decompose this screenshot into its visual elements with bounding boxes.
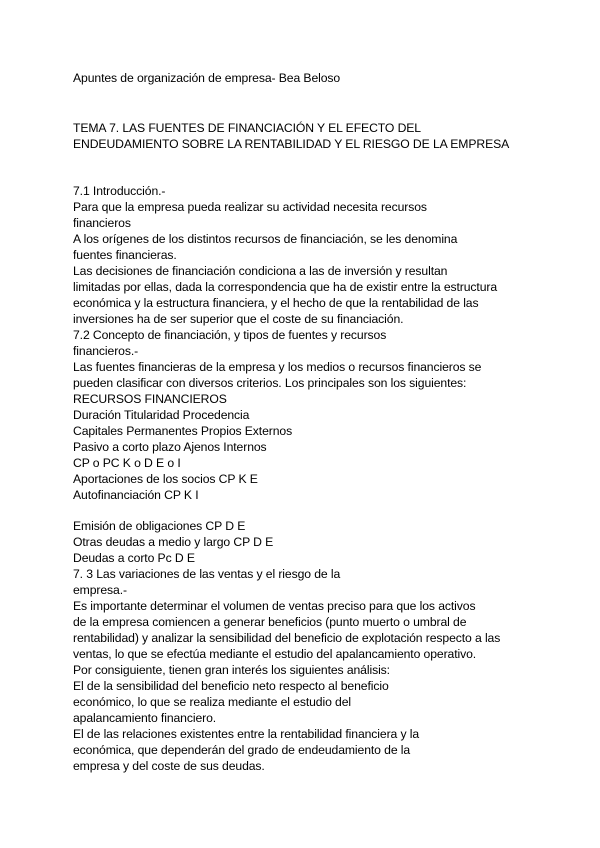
section-heading: empresa.- [73,583,127,597]
table-line: Capitales Permanentes Propios Externos [73,424,293,438]
body-line: limitadas por ellas, dada la correspondencia que ha de existir entre la estructura [73,280,498,294]
body-line: Por consiguiente, tienen gran interés los siguientes análisis: [73,663,390,677]
body-line: apalancamiento financiero. [73,711,217,725]
section-heading: 7. 3 Las variaciones de las ventas y el riesgo de la [73,567,341,581]
section-heading: 7.1 Introducción.- [73,184,166,198]
table-line: RECURSOS FINANCIEROS [73,392,227,406]
table-line: Pasivo a corto plazo Ajenos Internos [73,440,267,454]
body-line: Para que la empresa pueda realizar su actividad necesita recursos [73,200,427,214]
table-line: Emisión de obligaciones CP D E [73,519,246,533]
body-line: El de las relaciones existentes entre la rentabilidad financiera y la [73,727,420,741]
body-line: financieros [73,216,131,230]
body-line: Las decisiones de financiación condiciona a las de inversión y resultan [73,264,448,278]
section-heading: financieros.- [73,344,139,358]
table-line: Autofinanciación CP K I [73,488,199,502]
body-line: rentabilidad) y analizar la sensibilidad del beneficio de explotación respecto a las [73,631,501,645]
body-line: ventas, lo que se efectúa mediante el estudio del apalancamiento operativo. [73,647,477,661]
body-line: de la empresa comiencen a generar beneficios (punto muerto o umbral de [73,615,467,629]
table-line: Aportaciones de los socios CP K E [73,472,258,486]
title-line-1: TEMA 7. LAS FUENTES DE FINANCIACIÓN Y EL EFECTO DEL [73,121,421,135]
body-line: Las fuentes financieras de la empresa y los medios o recursos financieros se [73,360,482,374]
body-line: económico, lo que se realiza mediante el estudio del [73,695,351,709]
body-line: pueden clasificar con diversos criterios. Los principales son los siguientes: [73,376,467,390]
section-heading: 7.2 Concepto de financiación, y tipos de fuentes y recursos [73,328,387,342]
body-line: empresa y del coste de sus deudas. [73,759,265,773]
table-line: Duración Titularidad Procedencia [73,408,250,422]
title-line-2: ENDEUDAMIENTO SOBRE LA RENTABILIDAD Y EL RIESGO DE LA EMPRESA [73,137,510,151]
body-line: A los orígenes de los distintos recursos de financiación, se les denomina [73,232,458,246]
body-line: El de la sensibilidad del beneficio neto respecto al beneficio [73,679,389,693]
body-line: económica, que dependerán del grado de endeudamiento de la [73,743,411,757]
body-line: económica y la estructura financiera, y el hecho de que la rentabilidad de las [73,296,479,310]
table-line: Deudas a corto Pc D E [73,551,195,565]
table-line: Otras deudas a medio y largo CP D E [73,535,274,549]
table-line: CP o PC K o D E o I [73,456,181,470]
document-header: Apuntes de organización de empresa- Bea Beloso [73,71,341,85]
body-line: inversiones ha de ser superior que el coste de su financiación. [73,312,404,326]
body-line: Es importante determinar el volumen de ventas preciso para que los activos [73,599,476,613]
body-line: fuentes financieras. [73,248,177,262]
